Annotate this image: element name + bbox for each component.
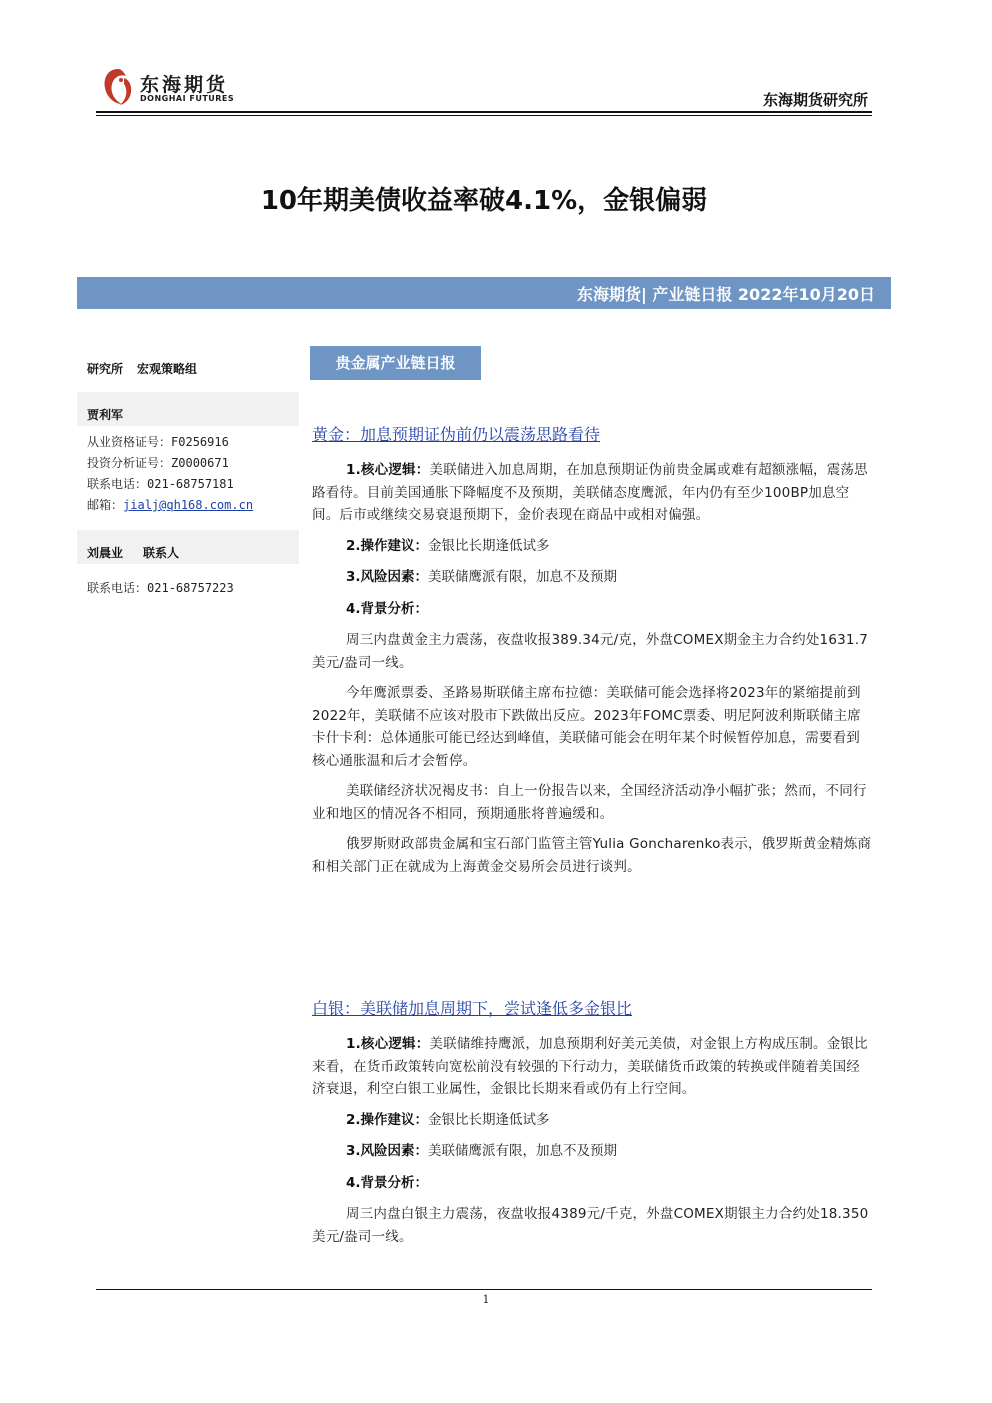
silver-background-label: 4.背景分析： [346,1174,429,1191]
report-title: 10年期美债收益率破4.1%，金银偏弱 [260,186,708,216]
gold-core-logic: 1.核心逻辑：美联储进入加息周期，在加息预期证伪前贵金属或难有超额涨幅，震荡思路看待。目前美国通胀下降幅度不及预期，美联储态度鹰派，年内仍有至少100BP加息空间。后市或继续交易衰退预期下，金价表现在商品中或相对偏强。 [312,462,868,523]
gold-section [312,422,872,886]
company-logo [100,66,260,112]
analyst-name: 贾利军 [77,392,299,426]
gold-bg-paragraph: 美联储经济状况褐皮书：自上一份报告以来，全国经济活动净小幅扩张；然而，不同行业和地区的情况各不相同，预期通胀将普遍缓和。 [312,783,867,822]
silver-heading: 白银：美联储加息周期下，尝试逢低多金银比 [312,999,633,1018]
page-header [96,62,872,114]
contact-name: 刘晨业 联系人 [77,530,299,564]
silver-risk: 3.风险因素：美联储鹰派有限，加息不及预期 [346,1143,618,1159]
analyst-phone: 联系电话：021-68757181 [87,477,234,491]
silver-bg-paragraph: 周三内盘白银主力震荡，夜盘收报4389元/千克，外盘COMEX期银主力合约处18.350美元/盎司一线。 [312,1206,869,1245]
header-rule-thin [96,115,872,116]
institute-name: 东海期货研究所 [762,91,868,109]
analyst-qualification: 从业资格证号：F0256916 [87,435,229,449]
gold-heading: 黄金：加息预期证伪前仍以震荡思路看待 [312,425,601,444]
header-rule [96,111,872,113]
contact-phone: 联系电话：021-68757223 [87,581,234,595]
report-category-tag: 贵金属产业链日报 [310,346,481,380]
banner-text: 东海期货| 产业链日报 2022年10月20日 [576,285,875,304]
gold-bg-paragraph: 今年鹰派票委、圣路易斯联储主席布拉德：美联储可能会选择将2023年的紧缩提前到2022年，美联储不应该对股市下跌做出反应。2023年FOMC票委、明尼阿波利斯联储主席卡什卡利：总体通胀可能已经达到峰值，美联储可能会在明年某个时候暂停加息，需要看到核心通胀温和后才会暂停。 [312,685,861,769]
silver-section [312,996,872,1256]
dragon-logo-icon [100,66,136,108]
email-link[interactable]: jialj@qh168.com.cn [123,498,254,512]
page-number: 1 [482,1293,490,1306]
gold-advice: 2.操作建议：金银比长期逢低试多 [346,537,550,554]
gold-risk: 3.风险因素：美联储鹰派有限，加息不及预期 [346,569,618,585]
analyst-sidebar [77,342,299,599]
department: 研究所 宏观策略组 [87,362,198,376]
logo-english-name: DONGHAI FUTURES [140,94,235,103]
analyst-invest-cert: 投资分析证号：Z0000671 [87,456,229,470]
gold-bg-paragraph: 周三内盘黄金主力震荡，夜盘收报389.34元/克，外盘COMEX期金主力合约处1631.7美元/盎司一线。 [312,632,868,671]
analyst-email: 邮箱：jialj@qh168.com.cn [87,498,254,512]
silver-advice: 2.操作建议：金银比长期逢低试多 [346,1111,550,1128]
footer-rule [96,1289,872,1290]
gold-bg-paragraph: 俄罗斯财政部贵金属和宝石部门监管主管Yulia Goncharenko表示，俄罗斯黄金精炼商和相关部门正在就成为上海黄金交易所会员进行谈判。 [312,836,872,875]
silver-core-logic: 1.核心逻辑：美联储维持鹰派，加息预期利好美元美债，对金银上方构成压制。金银比来看，在货币政策转向宽松前没有较强的下行动力，美联储货币政策的转换或伴随着美国经济衰退，利空白银工业属性，金银比长期来看或仍有上行空间。 [312,1036,868,1097]
gold-background-label: 4.背景分析： [346,600,429,617]
logo-chinese-name: 东海期货 [140,74,229,96]
report-banner [77,277,891,309]
